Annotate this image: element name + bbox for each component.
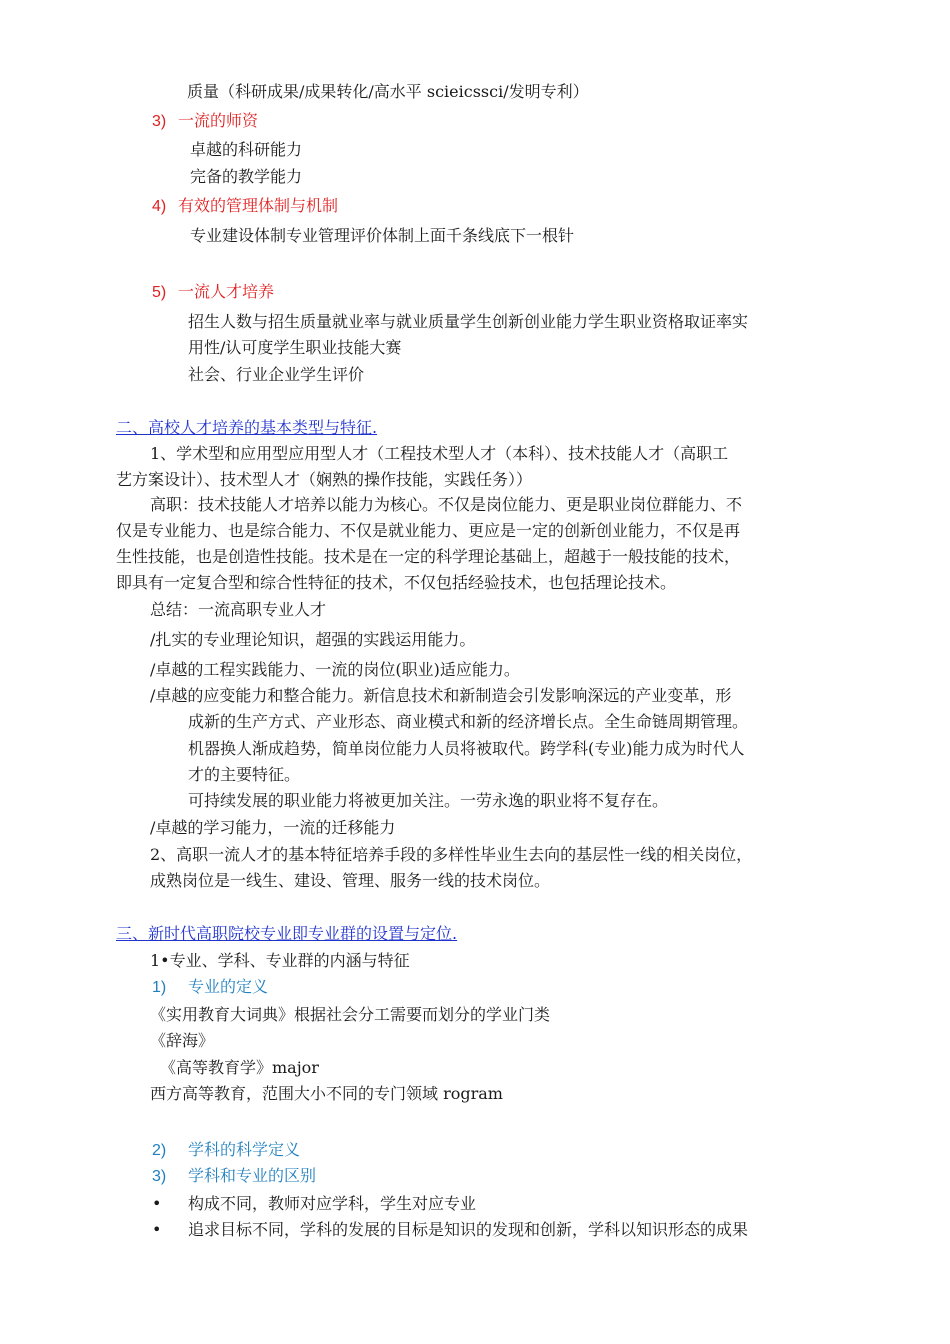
heading-text: 学科和专业的区别 bbox=[188, 1166, 317, 1185]
s2-summary-item-3-line3: 机器换人渐成趋势，简单岗位能力人员将被取代。跨学科(专业)能力成为时代人 bbox=[188, 739, 745, 758]
heading-text: 专业的定义 bbox=[188, 977, 269, 996]
s2-para1-line2: 艺方案设计）、技术型人才（娴熟的操作技能，实践任务）） bbox=[116, 470, 533, 489]
heading-number: 4) bbox=[152, 198, 167, 215]
section-3-title[interactable]: 三、新时代高职院校专业即专业群的设置与定位. bbox=[116, 924, 458, 943]
s3-ref-higher-education: 《高等教育学》major bbox=[160, 1058, 319, 1077]
faculty-item-research: 卓越的科研能力 bbox=[190, 140, 303, 159]
s2-para2-line1: 高职：技术技能人才培养以能力为核心。不仅是岗位能力、更是职业岗位群能力、不 bbox=[150, 495, 743, 514]
talent-line-2: 用性/认可度学生职业技能大赛 bbox=[188, 338, 402, 357]
s3-ref-western: 西方高等教育，范围大小不同的专门领域 rogram bbox=[150, 1084, 503, 1103]
heading-text: 一流的师资 bbox=[178, 111, 259, 130]
bullet-glyph: • bbox=[152, 1194, 162, 1213]
heading-number: 1) bbox=[152, 979, 167, 996]
s2-para1-line1: 1、学术型和应用型应用型人才（工程技术型人才（本科）、技术技能人才（高职工 bbox=[150, 444, 729, 463]
heading-faculty bbox=[152, 110, 258, 133]
heading-management bbox=[152, 195, 338, 218]
s2-summary-item-3-line2: 成新的生产方式、产业形态、商业模式和新的经济增长点。全生命链周期管理。 bbox=[188, 712, 749, 731]
s2-para2-line2: 仅是专业能力、也是综合能力、不仅是就业能力、更应是一定的创新创业能力，不仅是再 bbox=[116, 521, 741, 540]
bullet-text: 追求目标不同，学科的发展的目标是知识的发现和创新，学科以知识形态的成果 bbox=[188, 1220, 749, 1239]
quality-line: 质量（科研成果/成果转化/高水平 scieicssci/发明专利） bbox=[187, 82, 589, 101]
s2-summary-item-4: /卓越的学习能力，一流的迁移能力 bbox=[150, 818, 396, 837]
s3-difference-heading bbox=[152, 1165, 316, 1188]
s2-summary-item-3-line1: /卓越的应变能力和整合能力。新信息技术和新制造会引发影响深远的产业变革，形 bbox=[150, 686, 732, 705]
heading-text: 有效的管理体制与机制 bbox=[178, 196, 339, 215]
s2-summary-item-3-line4: 才的主要特征。 bbox=[188, 765, 301, 784]
heading-text: 学科的科学定义 bbox=[188, 1140, 301, 1159]
s3-def-discipline-heading bbox=[152, 1139, 300, 1162]
s3-ref-cihai: 《辞海》 bbox=[150, 1031, 215, 1050]
heading-number: 3) bbox=[152, 1168, 167, 1185]
s2-para2-line4: 即具有一定复合型和综合性特征的技术，不仅包括经验技术，也包括理论技术。 bbox=[116, 573, 677, 592]
section-2-title[interactable]: 二、高校人才培养的基本类型与特征. bbox=[116, 418, 378, 437]
bullet-glyph: • bbox=[152, 1220, 162, 1239]
s3-def-major-heading bbox=[152, 976, 268, 999]
heading-number: 5) bbox=[152, 284, 167, 301]
talent-line-1: 招生人数与招生质量就业率与就业质量学生创新创业能力学生职业资格取证率实 bbox=[188, 312, 749, 331]
s3-bullet-item-2 bbox=[152, 1219, 748, 1241]
bullet-text: 构成不同，教师对应学科，学生对应专业 bbox=[188, 1194, 477, 1213]
s2-summary-item-3-line5: 可持续发展的职业能力将被更加关注。一劳永逸的职业将不复存在。 bbox=[188, 791, 669, 810]
s2-summary-item-1: /扎实的专业理论知识，超强的实践运用能力。 bbox=[150, 630, 476, 649]
s2-summary: 总结：一流高职专业人才 bbox=[150, 600, 327, 619]
heading-number: 3) bbox=[152, 113, 167, 130]
s2-summary-item-2: /卓越的工程实践能力、一流的岗位(职业)适应能力。 bbox=[150, 660, 520, 679]
s3-bullet-item-1 bbox=[152, 1193, 476, 1215]
faculty-item-teaching: 完备的教学能力 bbox=[190, 167, 303, 186]
management-item: 专业建设体制专业管理评价体制上面千条线底下一根针 bbox=[190, 226, 575, 245]
s3-ref-dictionary: 《实用教育大词典》根据社会分工需要而划分的学业门类 bbox=[150, 1005, 551, 1024]
s2-para3-line1: 2、高职一流人才的基本特征培养手段的多样性毕业生去向的基层性一线的相关岗位， bbox=[150, 845, 753, 864]
heading-talent bbox=[152, 281, 274, 304]
s2-para2-line3: 生性技能，也是创造性技能。技术是在一定的科学理论基础上，超越于一般技能的技术， bbox=[116, 547, 741, 566]
talent-line-3: 社会、行业企业学生评价 bbox=[188, 365, 365, 384]
heading-text: 一流人才培养 bbox=[178, 282, 275, 301]
s2-para3-line2: 成熟岗位是一线生、建设、管理、服务一线的技术岗位。 bbox=[150, 871, 551, 890]
s3-subheading: 1•专业、学科、专业群的内涵与特征 bbox=[150, 951, 410, 970]
heading-number: 2) bbox=[152, 1142, 167, 1159]
